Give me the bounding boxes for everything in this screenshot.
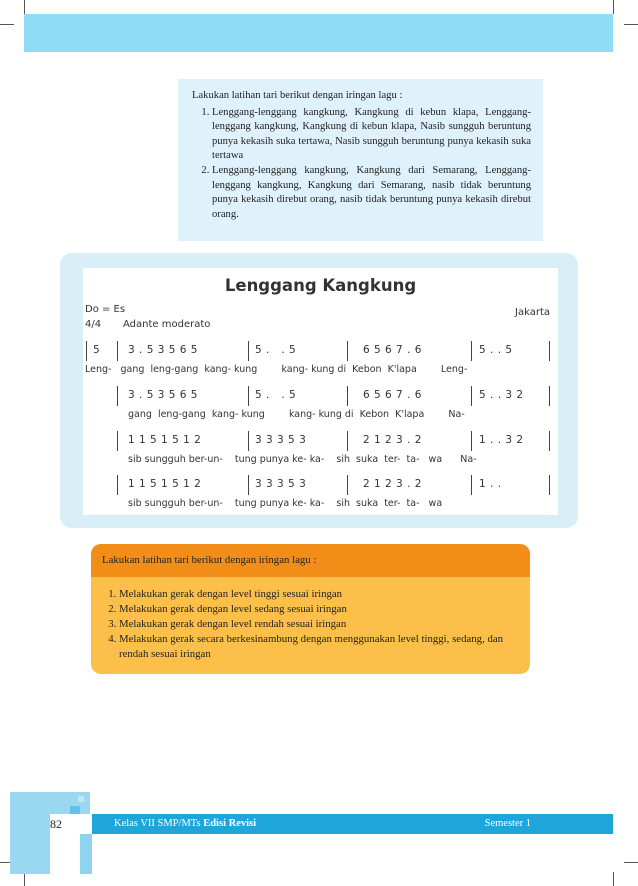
score-row (83, 474, 558, 514)
book-edition: Edisi Revisi (203, 818, 257, 829)
footer-band (92, 814, 613, 834)
dance-exercise-item: 1. Lenggang-lenggang kangkung, Kangkung di kebun klapa, Lenggang-lenggang kangkung, Kangkung di kebun klapa, Nasib sungguh beruntung punya kekasih suka tertawa, Nasib sungguh beruntung punya kekasih suka tertawa (212, 106, 531, 164)
note-measure: 2 1 2 3 . 2 (363, 478, 422, 490)
note-measure: 2 1 2 3 . 2 (363, 434, 422, 446)
decor-block (78, 796, 84, 802)
score-row (83, 385, 558, 425)
note-measure: 3 3 3 5 3 (255, 478, 307, 490)
lyric-line: sib sungguh ber-un- tung punya ke- ka- sih suka ter- ta- wa Na- (128, 454, 477, 465)
note-measure: 1 1 5 1 5 1 2 (128, 434, 202, 446)
note-measure: 1 . . (479, 478, 502, 490)
note-measure: 5 . . 5 (479, 344, 513, 356)
dance-exercise-title: Lakukan latihan tari berikut dengan iringan lagu : (192, 90, 403, 101)
note-measure: 5 (93, 344, 101, 356)
song-origin: Jakarta (515, 307, 550, 318)
crop-mark (0, 24, 14, 25)
decor-block (70, 806, 80, 814)
level-exercise-item: 4. Melakukan gerak secara berkesinambung dengan menggunakan level tinggi, sedang, dan rendah sesuai iringan (119, 632, 520, 662)
note-measure: 3 . 5 3 5 6 5 (128, 344, 198, 356)
note-measure: 3 3 3 5 3 (255, 434, 307, 446)
page-number: 82 (50, 817, 62, 831)
note-measure: 1 1 5 1 5 1 2 (128, 478, 202, 490)
note-measure: 5 . . 3 2 (479, 389, 524, 401)
song-meter: 4/4 (85, 319, 102, 330)
crop-mark (24, 872, 25, 886)
song-score (83, 268, 558, 515)
dance-exercise-box (178, 79, 543, 241)
crop-mark (613, 872, 614, 886)
note-measure: 3 . 5 3 5 6 5 (128, 389, 198, 401)
level-exercise-item: 3. Melakukan gerak dengan level rendah sesuai iringan (119, 617, 520, 632)
dance-exercise-list (192, 106, 531, 223)
note-measure: 6 5 6 7 . 6 (363, 389, 422, 401)
note-measure: 1 . . 3 2 (479, 434, 524, 446)
lyric-line: sib sungguh ber-un- tung punya ke- ka- sih suka ter- ta- wa (128, 498, 443, 509)
book-title-prefix: Kelas VII SMP/MTs (114, 818, 204, 829)
song-tempo: Adante moderato (123, 319, 211, 330)
crop-mark (613, 0, 614, 14)
crop-mark (624, 24, 638, 25)
dance-exercise-item: 2. Lenggang-lenggang kangkung, Kangkung dari Semarang, Lenggang-lenggang kangkung, Kangkung dari Semarang, nasib tidak beruntung punya kekasih direbut orang, nasib tidak beruntung punya kekasih direbut orang. (212, 164, 531, 222)
level-exercise-box (91, 544, 530, 674)
note-measure: 5 . . 5 (255, 344, 297, 356)
lyric-line: gang leng-gang kang- kung kang- kung di Kebon K'lapa Na- (128, 409, 465, 420)
book-title (114, 814, 256, 834)
note-measure: 6 5 6 7 . 6 (363, 344, 422, 356)
lyric-line: Leng- gang leng-gang kang- kung kang- kung di Kebon K'lapa Leng- (85, 364, 468, 375)
song-title: Lenggang Kangkung (224, 276, 417, 295)
decor-block (10, 814, 50, 874)
score-row (83, 430, 558, 470)
level-exercise-list (91, 587, 530, 662)
decor-block (80, 834, 92, 874)
crop-mark (24, 0, 25, 14)
score-row (83, 340, 558, 380)
level-exercise-item: 1. Melakukan gerak dengan level tinggi sesuai iringan (119, 587, 520, 602)
note-measure: 5 . . 5 (255, 389, 297, 401)
level-exercise-title: Lakukan latihan tari berikut dengan iringan lagu : (91, 544, 530, 577)
header-band (24, 14, 613, 52)
crop-mark (624, 862, 638, 863)
level-exercise-item: 2. Melakukan gerak dengan level sedang sesuai iringan (119, 602, 520, 617)
semester-label: Semester 1 (484, 818, 531, 829)
song-key: Do = Es (85, 304, 126, 315)
